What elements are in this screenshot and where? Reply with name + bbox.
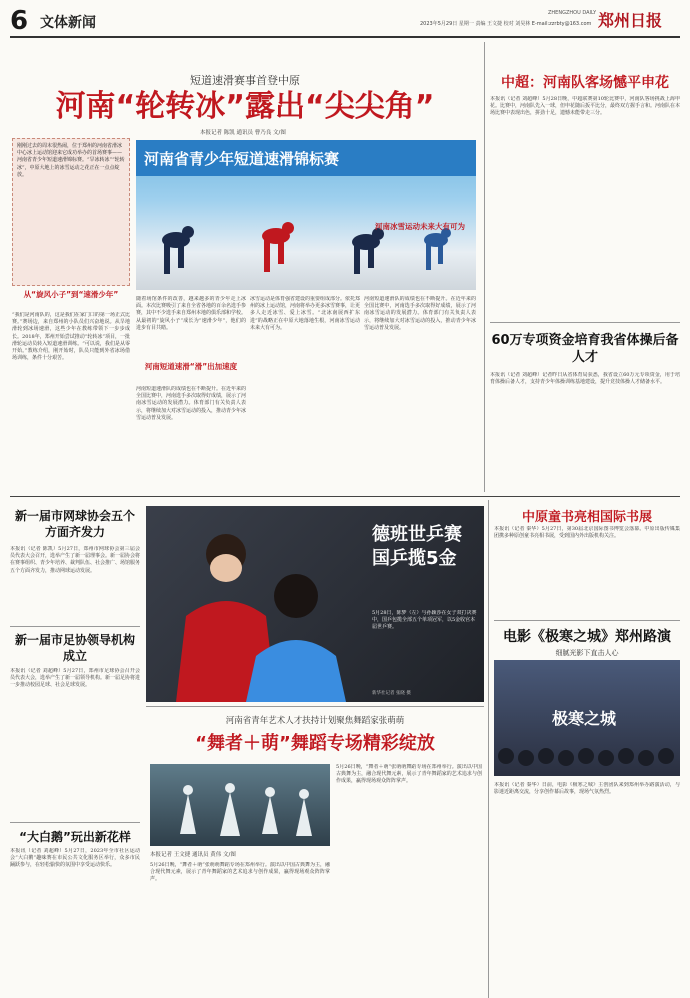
lead-col-5: 河南短道速滑队的成绩也在不断提升。在近年来的全国比赛中，河南选手多次取得好成绩，展示了河南冰雪运动的发展潜力。体育部门有关负责人表示，将继续加大对冰雪运动的投入，推动青少年冰雪运动普及发展。 (364, 296, 476, 331)
date-line: 2023年5月29日 星期一 责编 王文捷 校对 刘昊林 E-mail:zzrbty@163.com (420, 21, 592, 27)
page-number: 6 (10, 6, 29, 36)
tennis-text: 本报讯（记者 陈凯）5月27日，郑州市网球协会第三届会员代表大会召开，选举产生了新一届理事会。新一届协会将在赛事组织、青少年培养、裁判队伍、社会推广、场馆服务五个方面齐发力，推动网球运动发展。 (10, 546, 140, 574)
lead-summary-box (12, 138, 130, 286)
dance-byline: 本报记者 王文捷 通讯员 黄伟 文/图 (150, 852, 236, 858)
lead-col-4a: 冰雪运动是体育强省建设的重要组成部分。依托郑州的冰上运动馆，河南将举办更多冰雪赛事，让更多人走近冰雪、爱上冰雪。“北冰南展西扩东进”的战略正在中原大地落地生根，河南冰雪运动未来大有可为。 (250, 296, 360, 331)
lead-kicker: 短道速滑赛事首登中原 (190, 74, 300, 87)
lead-col-1: “我们是河南队的，这是我们在家门口的第一场正式比赛。”赛场边，来自郑州的小队员们兴奋地说。从旱地滑轮到冰场速滑，这些少年在教练带领下一步步成长。2018年，郑州开始尝试推动“轮转冰”项目，一批滑轮运动员转入短道速滑训练。“可以说，我们是从零开始。”教练介绍，刚开始时，队员只能到外省冰场借场训练，条件十分艰苦。 (12, 312, 130, 362)
lead-col-3: 河南短道速滑队的成绩也在不断提升。在近年来的全国比赛中，河南选手多次取得好成绩，展示了河南冰雪运动的发展潜力。体育部门有关负责人表示，将继续加大对冰雪运动的投入，推动青少年冰雪运动普及发展。 (136, 386, 246, 421)
pingpong-credit: 新华社记者 张晓 摄 (372, 691, 411, 696)
pingpong-title-2: 国乒揽5金 (372, 548, 457, 569)
dance-photo (150, 764, 330, 846)
divider (494, 620, 680, 621)
divider (10, 822, 140, 823)
football-headline: 新一届市足协领导机构成立 (14, 633, 135, 663)
lead-byline: 本报记者 陈凯 通讯员 曹乃良 文/图 (200, 130, 286, 136)
column-divider (484, 42, 485, 492)
lead-summary: 刚刚过去的周末很热闹，位于郑州的河南省滑冰中心冰上运动馆迎来它成功举办的首场赛事——河南省青少年短道速滑锦标赛。“旱冰转冰”“轮转冰”，中原大地上的冰雪运动之花正在一点点绽放。 (17, 143, 125, 178)
talent-headline: 60万专项资金培育我省体操后备人才 (491, 333, 679, 365)
divider (146, 706, 484, 707)
henan-team-headline: 中超：河南队客场憾平申花 (501, 75, 669, 91)
movie-poster-title: 极寒之城 (552, 709, 617, 728)
pingpong-caption: 5月28日，陈梦（左）与孙颖莎在女子双打决赛中，国乒包揽全部五个单项冠军，以5金收官本届世乒赛。 (372, 610, 477, 630)
dance-text-2: 5月26日晚，“舞者＋萌”张萌萌舞蹈专场在郑州举行。演出以中国古典舞为主，融合现代舞元素，展示了青年舞蹈家的艺术追求与创作成果，赢得现场观众阵阵掌声。 (336, 764, 482, 785)
dance-kicker: 河南省青年艺术人才扶持计划聚焦舞蹈家张萌萌 (225, 716, 405, 726)
photo-banner-text: 河南省青少年短道速滑锦标赛 (144, 150, 340, 168)
column-divider (488, 500, 489, 998)
divider (490, 322, 680, 323)
movie-headline: 电影《极寒之城》郑州路演 (503, 629, 671, 645)
movie-text: 本报讯（记者 秦华）日前，电影《极寒之城》主创团队来到郑州举办路演活动，与影迷近距离交流，分享创作幕后故事，现场气氛热烈。 (494, 782, 680, 796)
players-illustration (146, 506, 366, 702)
subhead-2: 河南短道速滑“滑”出加速度 (144, 362, 238, 371)
subhead-1: 从“旋风小子”到“速滑少年” (23, 290, 119, 299)
pingpong-title-1: 德班世乒赛 (372, 524, 462, 545)
pingpong-photo (146, 506, 484, 702)
dancers-illustration (150, 764, 330, 846)
dance-headline: “舞者＋萌”舞蹈专场精彩绽放 (195, 733, 435, 754)
audience-illustration (494, 730, 680, 776)
runners-text: 本报讯（记者 刘超峰）5月27日，2023年全市社区运动会“大白鹅”趣味赛在市民公共文化服务区举行，众多市民踊跃参与，在轻松愉快的氛围中享受运动快乐。 (10, 848, 140, 869)
section-rule (10, 496, 680, 497)
movie-subhead: 细腻光影下直击人心 (555, 649, 619, 657)
talent-text: 本报讯（记者 刘超峰）记者昨日从省体育局获悉，我省设立60万元专项资金，用于培育体操后备人才，支持青少年体操训练基地建设，提升竞技体操人才储备水平。 (490, 372, 680, 386)
movie-photo (494, 660, 680, 776)
henan-team-text: 本报讯（记者 刘超峰）5月28日晚，中超联赛第10轮比赛中，河南队客场挑战上海申花。比赛中，河南队先入一球，但申花随后扳平比分，最终双方握手言和。河南队在本场比赛中表现出色，拼劲十足，遗憾未能带走三分。 (490, 96, 680, 117)
lead-headline: 河南“轮转冰”露出“尖尖角” (55, 89, 435, 124)
lead-col-2: 随着场馆条件的改善，越来越多的青少年走上冰面。本次比赛吸引了来自全省各地的百余名选手参赛，其中不少选手来自郑州本地的俱乐部和学校。从最初的“旋风小子”成长为“速滑少年”，他们的进步有目共睹。 (136, 296, 246, 331)
divider (10, 626, 140, 627)
children-text: 本报讯（记者 秦华）5月27日，第30届北京国际图书博览会落幕。中原出版传媒集团携多种原创童书亮相书展，受到国内外出版机构关注。 (494, 526, 680, 540)
paper-english-name: ZHENGZHOU DAILY (548, 10, 597, 16)
football-text: 本报讯（记者 刘超峰）5月27日，郑州市足球协会召开会员代表大会，选举产生了新一届领导机构。新一届足协将进一步推动校园足球、社会足球发展。 (10, 668, 140, 689)
section-title: 文体新闻 (40, 15, 96, 31)
paper-logo: 郑州日报 (598, 11, 663, 30)
skaters-illustration (136, 200, 476, 290)
children-headline: 中原童书亮相国际书展 (521, 510, 652, 525)
runners-headline: “大白鹅”玩出新花样 (19, 830, 131, 844)
subhead-3: 河南冰雪运动未来大有可为 (375, 222, 465, 231)
dance-text: 5月26日晚，“舞者＋萌”张萌萌舞蹈专场在郑州举行。演出以中国古典舞为主，融合现代舞元素，展示了青年舞蹈家的艺术追求与创作成果，赢得现场观众阵阵掌声。 (150, 862, 330, 883)
masthead-rule (10, 36, 680, 38)
tennis-headline: 新一届市网球协会五个方面齐发力 (14, 509, 135, 539)
lead-photo (136, 140, 476, 290)
